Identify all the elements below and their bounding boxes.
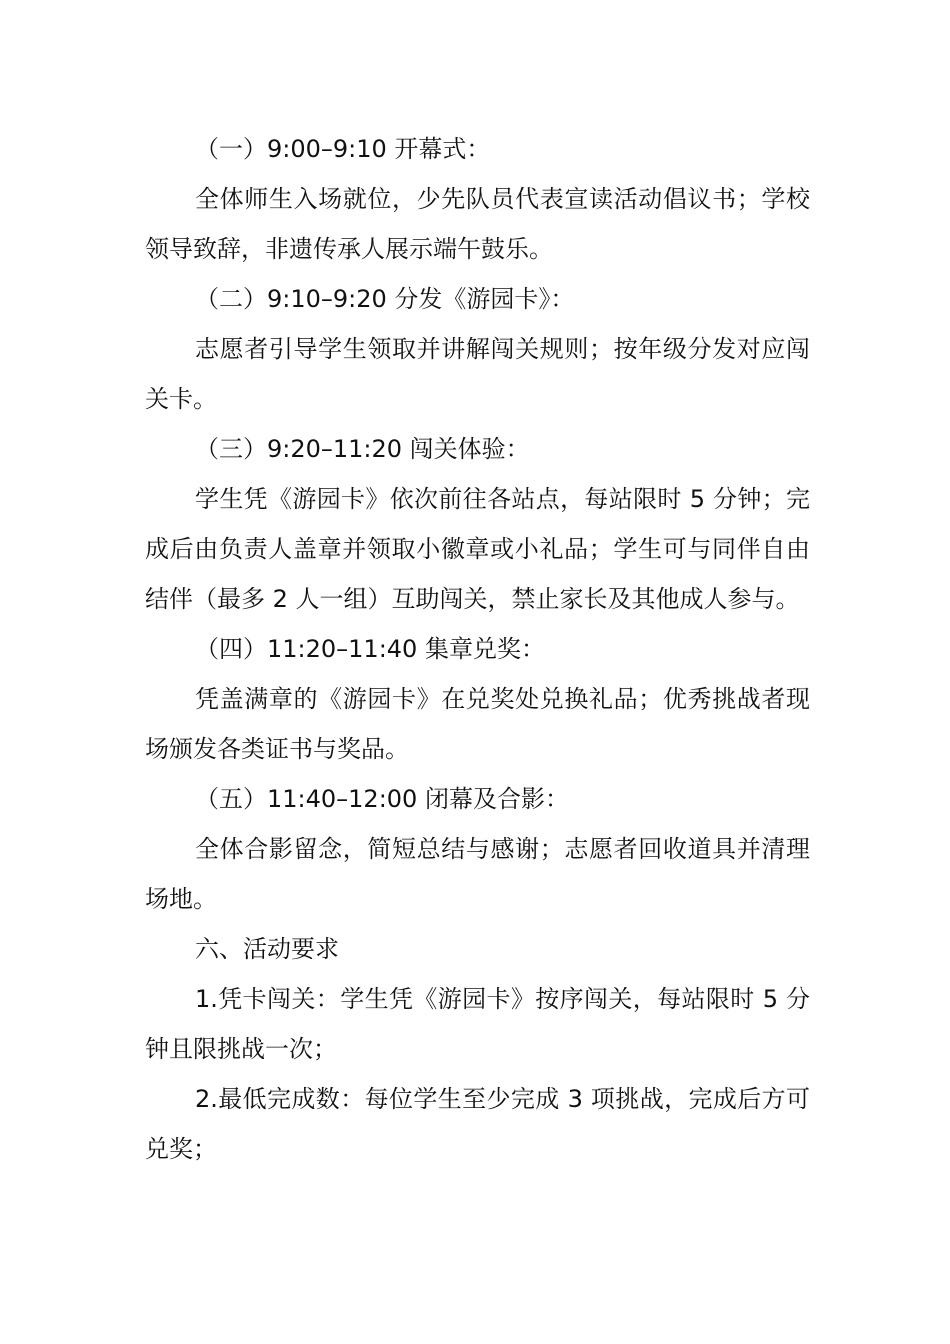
document-body	[145, 124, 810, 1174]
schedule-heading-closing: （五）11:40–12:00 闭幕及合影：	[195, 785, 569, 813]
schedule-heading-redemption: （四）11:20–11:40 集章兑奖：	[195, 635, 545, 663]
schedule-heading-challenge: （三）9:20–11:20 闯关体验：	[195, 435, 530, 463]
schedule-text-opening: 全体师生入场就位，少先队员代表宣读活动倡议书；学校领导致辞，非遗传承人展示端午鼓乐。	[145, 185, 810, 263]
section-heading-requirements: 六、活动要求	[195, 935, 339, 963]
requirement-item-2: 2.最低完成数：每位学生至少完成 3 项挑战，完成后方可兑奖；	[145, 1085, 810, 1163]
schedule-text-challenge: 学生凭《游园卡》依次前往各站点，每站限时 5 分钟；完成后由负责人盖章并领取小徽章或小礼品；学生可与同伴自由结伴（最多 2 人一组）互助闯关，禁止家长及其他成人参与。	[145, 485, 810, 613]
schedule-text-redemption: 凭盖满章的《游园卡》在兑奖处兑换礼品；优秀挑战者现场颁发各类证书与奖品。	[145, 685, 810, 763]
schedule-text-card-distribution: 志愿者引导学生领取并讲解闯关规则；按年级分发对应闯关卡。	[145, 335, 810, 413]
requirement-item-1: 1.凭卡闯关：学生凭《游园卡》按序闯关，每站限时 5 分钟且限挑战一次；	[145, 985, 810, 1063]
schedule-heading-opening: （一）9:00–9:10 开幕式：	[195, 135, 491, 163]
schedule-text-closing: 全体合影留念，简短总结与感谢；志愿者回收道具并清理场地。	[145, 835, 810, 913]
schedule-heading-card-distribution: （二）9:10–9:20 分发《游园卡》：	[195, 285, 575, 313]
